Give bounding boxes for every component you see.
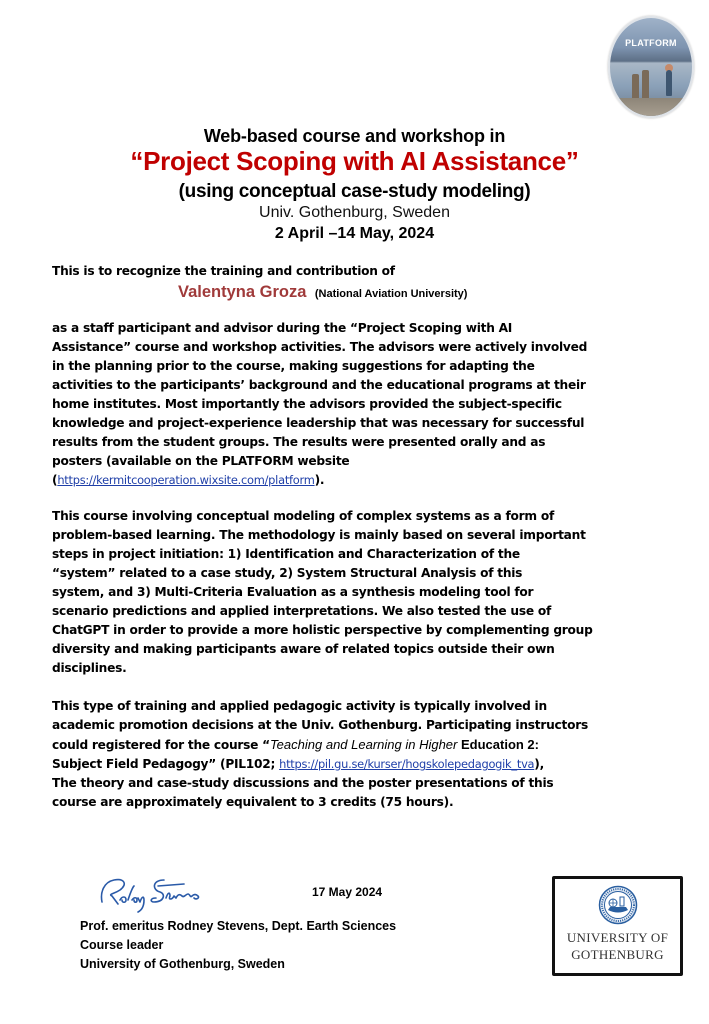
text-line: Assistance” course and workshop activities. The advisors were actively involved xyxy=(52,340,588,354)
text-line: results from the student groups. The results were presented orally and as xyxy=(52,435,546,449)
paragraph-credits xyxy=(52,697,682,812)
paragraph-contribution xyxy=(52,319,682,490)
text-line: “system” related to a case study, 2) System Structural Analysis of this xyxy=(52,566,523,580)
text-line: system, and 3) Multi-Criteria Evaluation as a synthesis modeling tool for xyxy=(52,585,534,599)
text-line: academic promotion decisions at the Univ. Gothenburg. Participating instructors xyxy=(52,718,588,732)
text-fragment: ), xyxy=(534,757,544,771)
signer-name: Prof. emeritus Rodney Stevens, Dept. Earth Sciences xyxy=(80,919,397,933)
text-line: problem-based learning. The methodology is mainly based on several important xyxy=(52,528,586,542)
text-line: knowledge and project-experience leadership that was necessary for successful xyxy=(52,416,585,430)
text-fragment: Subject Field Pedagogy” (PIL102; xyxy=(52,757,280,771)
course-location: Univ. Gothenburg, Sweden xyxy=(259,204,450,221)
text-line: scenario predictions and applied interpretations. We also tested the use of xyxy=(52,604,552,618)
text-line xyxy=(52,735,682,755)
university-logo xyxy=(552,876,683,976)
recipient-name: Valentyna Groza xyxy=(178,283,307,301)
platform-logo-icon xyxy=(608,16,694,118)
signature-icon xyxy=(94,872,214,914)
recognition-intro: This is to recognize the training and contribution of xyxy=(52,264,395,278)
text-fragment: could registered for the course “ xyxy=(52,738,270,752)
text-line xyxy=(52,755,682,774)
text-line: course are approximately equivalent to 3 credits (75 hours). xyxy=(52,795,454,809)
text-line: diversity and making participants aware of related topics outside their own xyxy=(52,642,555,656)
text-fragment: ). xyxy=(314,473,325,487)
platform-website-link[interactable]: https://kermitcooperation.wixsite.com/platform xyxy=(57,473,315,487)
text-fragment: Education 2: xyxy=(460,737,539,752)
course-subtitle: (using conceptual case-study modeling) xyxy=(178,181,531,202)
text-line: The theory and case-study discussions and the poster presentations of this xyxy=(52,776,554,790)
course-title: “Project Scoping with AI Assistance” xyxy=(130,146,579,176)
header-line: Web-based course and workshop in xyxy=(203,126,506,146)
text-line: posters (available on the PLATFORM website xyxy=(52,454,350,468)
signature-date: 17 May 2024 xyxy=(312,885,383,899)
course-dates: 2 April –14 May, 2024 xyxy=(274,225,435,242)
person-icon xyxy=(666,70,672,96)
text-line: steps in project initiation: 1) Identification and Characterization of the xyxy=(52,547,520,561)
platform-logo-label: PLATFORM xyxy=(625,38,677,48)
text-line: in the planning prior to the course, making suggestions for adapting the xyxy=(52,359,535,373)
signer-institution: University of Gothenburg, Sweden xyxy=(80,957,285,971)
text-line: This course involving conceptual modeling of complex systems as a form of xyxy=(52,509,554,523)
university-name-line1: UNIVERSITY OF xyxy=(566,930,669,945)
paragraph-methodology xyxy=(52,507,682,678)
text-line: as a staff participant and advisor during the “Project Scoping with AI xyxy=(52,321,513,335)
university-name-line2: GOTHENBURG xyxy=(571,947,664,962)
text-line: ChatGPT in order to provide a more holistic perspective by complementing group xyxy=(52,623,593,637)
course-name-italic: Teaching and Learning in Higher xyxy=(269,737,461,752)
university-name xyxy=(555,929,680,963)
text-line: disciplines. xyxy=(52,661,127,675)
signer-role: Course leader xyxy=(80,938,164,952)
text-line: This type of training and applied pedagogic activity is typically involved in xyxy=(52,699,547,713)
text-line: home institutes. Most importantly the advisors provided the subject-specific xyxy=(52,397,562,411)
text-line: activities to the participants’ background and the educational programs at their xyxy=(52,378,586,392)
recipient-affiliation: (National Aviation University) xyxy=(314,288,468,300)
signer-block xyxy=(80,917,396,974)
pil102-course-link[interactable]: https://pil.gu.se/kurser/hogskolepedagogik_tva xyxy=(279,757,535,771)
recipient-line xyxy=(178,283,467,302)
university-seal-icon xyxy=(598,885,638,925)
text-line xyxy=(52,471,682,490)
dock-icon xyxy=(610,98,692,116)
text-fragment: ( xyxy=(52,473,58,487)
